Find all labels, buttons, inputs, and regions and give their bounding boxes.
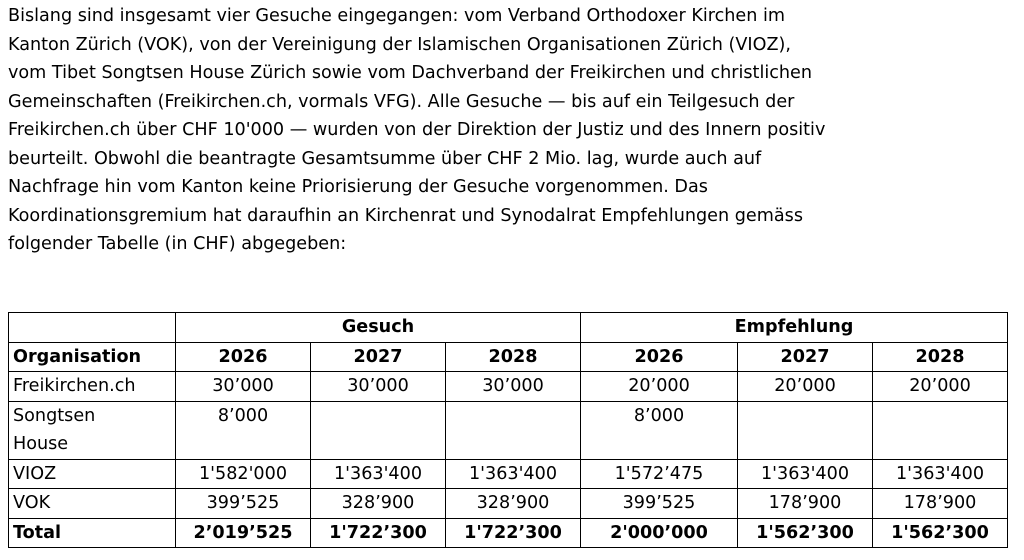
gesuch-2026-header: 2026 xyxy=(176,342,311,372)
empfehlung-2027-cell: 1'562’300 xyxy=(738,518,873,548)
gesuch-2027-cell: 30’000 xyxy=(311,372,446,402)
gesuch-2027-cell: 1'363'400 xyxy=(311,459,446,489)
gesuch-2028-cell: 328’900 xyxy=(446,489,581,519)
gesuch-2026-cell: 8’000 xyxy=(176,401,311,459)
empfehlung-2026-cell: 2'000’000 xyxy=(581,518,738,548)
organisation-cell: VIOZ xyxy=(9,459,176,489)
gesuch-2028-cell: 30’000 xyxy=(446,372,581,402)
gesuch-2026-cell: 399’525 xyxy=(176,489,311,519)
empfehlung-2028-cell xyxy=(873,401,1008,459)
gesuch-2028-cell xyxy=(446,401,581,459)
paragraph-line: Koordinationsgremium hat daraufhin an Kirchenrat und Synodalrat Empfehlungen gemäss xyxy=(8,205,803,226)
empfehlung-2028-cell: 178’900 xyxy=(873,489,1008,519)
paragraph-line: Freikirchen.ch über CHF 10'000 — wurden von der Direktion der Justiz und des Innern positiv xyxy=(8,120,826,140)
gesuch-2026-cell: 30’000 xyxy=(176,372,311,402)
paragraph-line: Nachfrage hin vom Kanton keine Priorisierung der Gesuche vorgenommen. Das xyxy=(8,177,708,197)
gesuch-2027-header: 2027 xyxy=(311,342,446,372)
organisation-cell xyxy=(9,401,176,459)
paragraph-line: Bislang sind insgesamt vier Gesuche eingegangen: vom Verband Orthodoxer Kirchen im xyxy=(8,6,786,26)
gesuch-2026-cell: 2’019’525 xyxy=(176,518,311,548)
empfehlung-2027-cell: 1'363'400 xyxy=(738,459,873,489)
organisation-header: Organisation xyxy=(9,342,176,372)
empfehlung-2027-cell: 178’900 xyxy=(738,489,873,519)
column-header-row xyxy=(9,342,1008,372)
empfehlung-group-header: Empfehlung xyxy=(581,313,1008,343)
empfehlung-2026-cell: 20’000 xyxy=(581,372,738,402)
gesuch-2028-cell: 1'722’300 xyxy=(446,518,581,548)
empfehlung-2027-cell: 20’000 xyxy=(738,372,873,402)
table-row xyxy=(9,489,1008,519)
total-row xyxy=(9,518,1008,548)
gesuch-2028-cell: 1'363'400 xyxy=(446,459,581,489)
empfehlung-2028-cell: 1'562’300 xyxy=(873,518,1008,548)
gesuch-2027-cell: 328’900 xyxy=(311,489,446,519)
gesuch-2027-cell: 1'722’300 xyxy=(311,518,446,548)
empty-corner-cell xyxy=(9,313,176,343)
paragraph-line: Kanton Zürich (VOK), von der Vereinigung der Islamischen Organisationen Zürich (VIOZ), xyxy=(8,34,791,55)
empfehlung-2028-cell: 1'363'400 xyxy=(873,459,1008,489)
empfehlung-2026-header: 2026 xyxy=(581,342,738,372)
empfehlung-2028-header: 2028 xyxy=(873,342,1008,372)
empfehlung-2026-cell: 1'572’475 xyxy=(581,459,738,489)
table-row xyxy=(9,459,1008,489)
organisation-cell: Total xyxy=(9,518,176,548)
empfehlung-2026-cell: 8’000 xyxy=(581,401,738,459)
paragraph-line: folgender Tabelle (in CHF) abgegeben: xyxy=(8,234,347,254)
recommendation-table xyxy=(8,312,1008,548)
gesuch-2027-cell xyxy=(311,401,446,459)
empfehlung-2027-cell xyxy=(738,401,873,459)
intro-paragraph xyxy=(8,2,1008,259)
empfehlung-2028-cell: 20’000 xyxy=(873,372,1008,402)
paragraph-line: Gemeinschaften (Freikirchen.ch, vormals VFG). Alle Gesuche — bis auf ein Teilgesuch der xyxy=(8,91,795,112)
organisation-label: Songtsen House xyxy=(13,405,96,454)
paragraph-line: beurteilt. Obwohl die beantragte Gesamtsumme über CHF 2 Mio. lag, wurde auch auf xyxy=(8,148,762,169)
gesuch-2028-header: 2028 xyxy=(446,342,581,372)
organisation-cell: VOK xyxy=(9,489,176,519)
table-row xyxy=(9,372,1008,402)
group-header-row xyxy=(9,313,1008,343)
table-row xyxy=(9,401,1008,459)
paragraph-line: vom Tibet Songtsen House Zürich sowie vom Dachverband der Freikirchen und christlichen xyxy=(8,63,813,83)
gesuch-2026-cell: 1'582'000 xyxy=(176,459,311,489)
organisation-cell: Freikirchen.ch xyxy=(9,372,176,402)
empfehlung-2027-header: 2027 xyxy=(738,342,873,372)
empfehlung-2026-cell: 399’525 xyxy=(581,489,738,519)
gesuch-group-header: Gesuch xyxy=(176,313,581,343)
